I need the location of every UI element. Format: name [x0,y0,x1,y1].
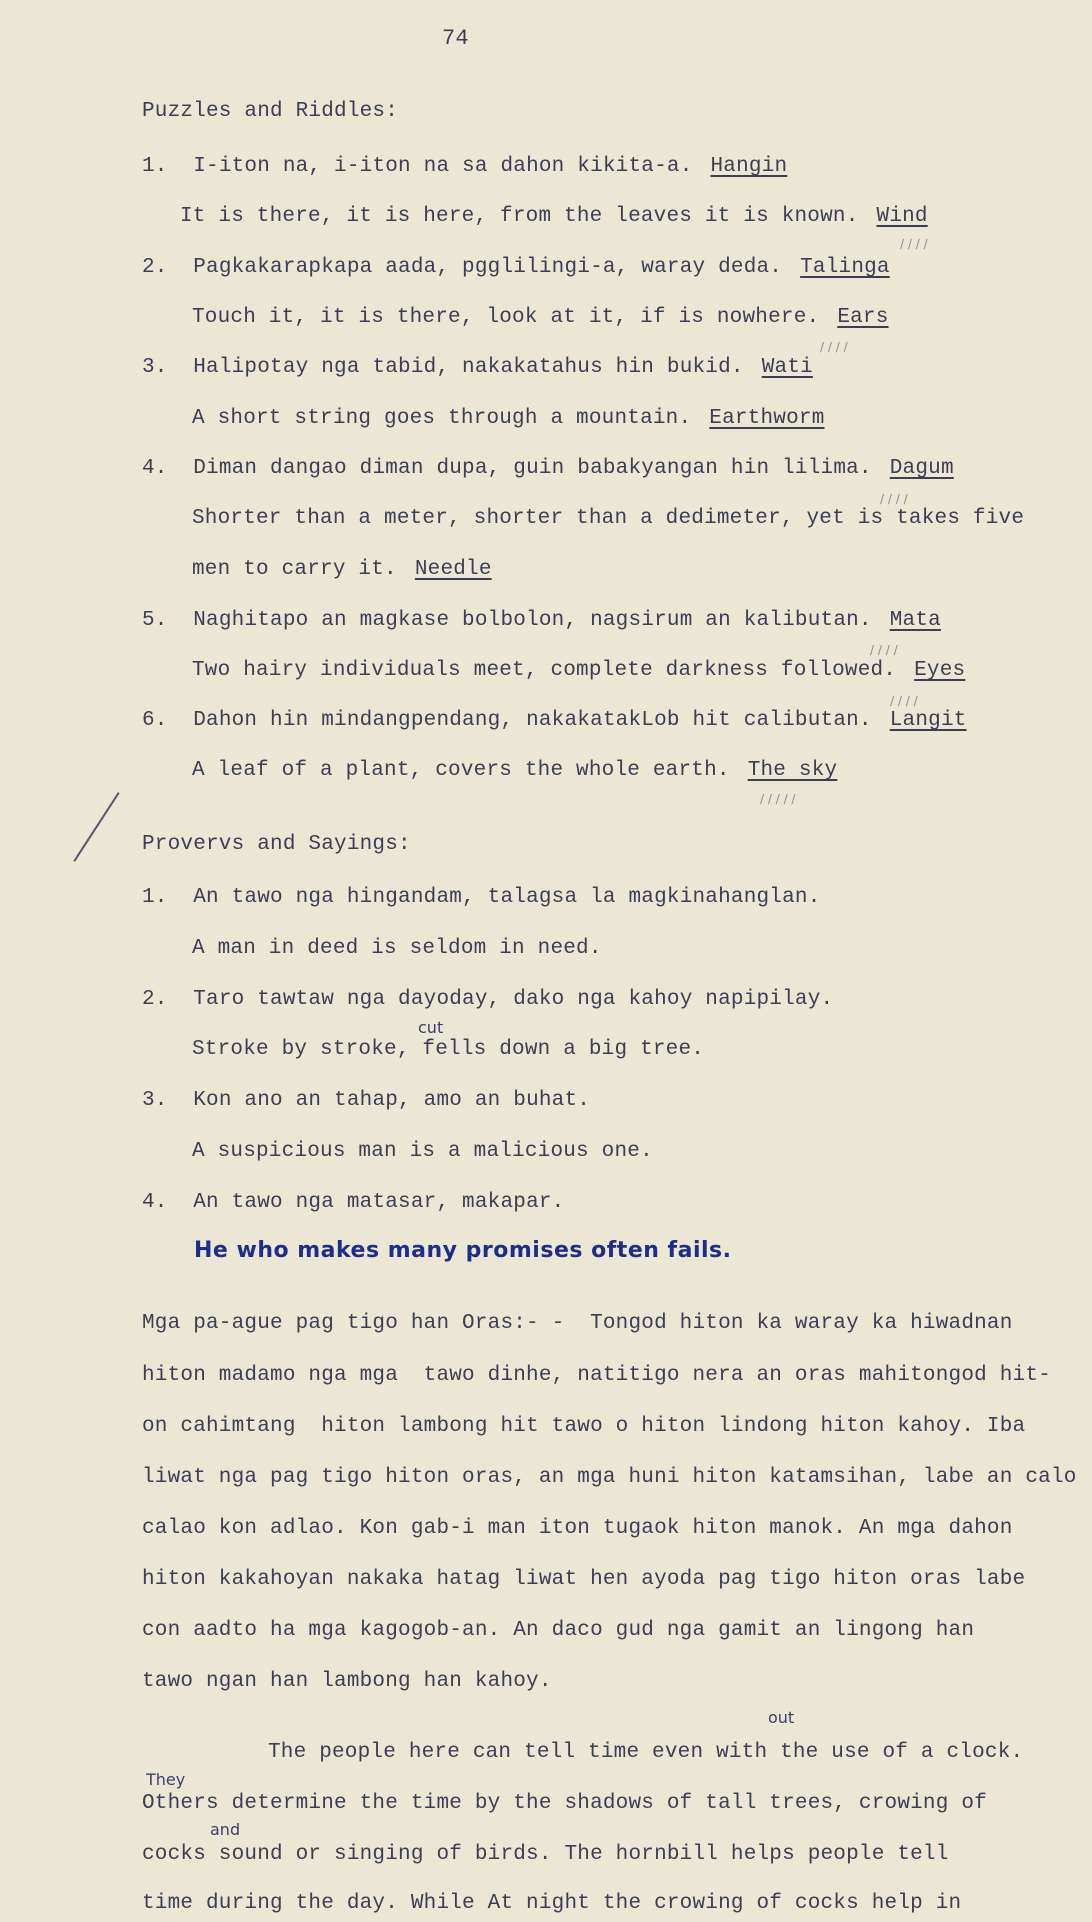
riddle-4 [142,457,954,480]
english-paragraph-line: Others determine the time by the shadows of tall trees, crowing of [142,1792,987,1815]
riddle-2-translation [192,306,889,329]
riddle-4-translation-cont [192,558,492,581]
english-paragraph-line: The people here can tell time even with the use of a clock. [268,1741,1024,1764]
riddle-3 [142,356,813,379]
handwritten-insertion: and [210,1820,241,1839]
riddle-6 [142,709,967,732]
riddle-text: Diman dangao diman dupa, guin babakyangan hin lilima. [193,457,872,480]
english-paragraph-line: time during the day. While At night the crowing of cocks help in [142,1892,962,1915]
translation-answer: Ears [837,306,889,329]
proverb-1-translation: A man in deed is seldom in need. [192,937,602,960]
pencil-tick-marks: / / / / [890,694,918,708]
translation-text: A short string goes through a mountain. [192,407,692,430]
riddle-3-translation [192,407,825,430]
proverb-3-translation: A suspicious man is a malicious one. [192,1140,653,1163]
translation-answer: Eyes [914,659,966,682]
riddle-answer: Wati [761,356,813,379]
handwritten-correction: cut [418,1018,444,1037]
proverb-number: 1. [142,886,168,909]
waray-paragraph-line: hiton madamo nga mga tawo dinhe, natitigo nera an oras mahitongod hit- [142,1364,1051,1387]
proverb-4-handwritten-translation: He who makes many promises often fails. [194,1238,732,1263]
riddle-text: Dahon hin mindangpendang, nakakatakLob hit calibutan. [193,709,872,732]
riddle-2 [142,256,890,279]
margin-pencil-stroke [73,792,123,864]
riddle-answer: Dagum [889,457,954,480]
proverb-2 [142,988,833,1011]
translation-text: It is there, it is here, from the leaves it is known. [180,205,859,228]
riddle-1 [142,155,787,178]
proverb-text: Taro tawtaw nga dayoday, dako nga kahoy napipilay. [193,988,834,1011]
waray-paragraph-line: liwat nga pag tigo hiton oras, an mga huni hiton katamsihan, labe an calo [142,1466,1077,1489]
pencil-tick-marks: / / / / [880,492,908,506]
pencil-tick-marks: / / / / [820,340,848,354]
riddle-answer: Talinga [800,256,890,279]
pencil-tick-marks: / / / / [900,237,928,251]
translation-answer: Wind [876,205,928,228]
riddle-text: Halipotay nga tabid, nakakatahus hin bukid. [193,356,744,379]
waray-paragraph-line: hiton kakahoyan nakaka hatag liwat hen ayoda pag tigo hiton oras labe [142,1568,1026,1591]
riddle-number: 4. [142,457,168,480]
riddle-number: 2. [142,256,168,279]
riddle-answer: Mata [889,609,941,632]
translation-text: men to carry it. [192,558,397,581]
riddle-5 [142,609,941,632]
proverb-3 [142,1089,590,1112]
proverb-number: 4. [142,1191,168,1214]
proverb-number: 2. [142,988,168,1011]
proverb-4 [142,1191,564,1214]
pencil-tick-marks: / / / / [870,643,898,657]
riddle-answer: Langit [889,709,967,732]
translation-answer: The sky [747,759,838,782]
riddle-1-translation [180,205,928,228]
proverb-text: Kon ano an tahap, amo an buhat. [193,1089,591,1112]
handwritten-insertion: They [146,1770,186,1789]
riddle-number: 1. [142,155,168,178]
waray-paragraph-line: con aadto ha mga kagogob-an. An daco gud nga gamit an lingong han [142,1619,975,1642]
translation-text: A leaf of a plant, covers the whole earth. [192,759,730,782]
proverb-number: 3. [142,1089,168,1112]
pencil-tick-marks: / / / / / [760,792,796,806]
proverbs-heading: Provervs and Sayings: [142,833,411,856]
translation-answer: Needle [414,558,492,581]
riddle-number: 3. [142,356,168,379]
waray-paragraph-line: calao kon adlao. Kon gab-i man iton tugaok hiton manok. An mga dahon [142,1517,1013,1540]
waray-paragraph-line: on cahimtang hiton lambong hit tawo o hiton lindong hiton kahoy. Iba [142,1415,1026,1438]
riddle-answer: Hangin [710,155,788,178]
proverb-text: An tawo nga matasar, makapar. [193,1191,565,1214]
riddle-5-translation [192,659,965,682]
translation-text: Two hairy individuals meet, complete darkness followed. [192,659,897,682]
english-paragraph-line: cocks sound or singing of birds. The hornbill helps people tell [142,1843,949,1866]
riddle-6-translation [192,759,837,782]
proverb-1 [142,886,821,909]
riddle-text: I-iton na, i-iton na sa dahon kikita-a. [193,155,693,178]
waray-paragraph-line: tawo ngan han lambong han kahoy. [142,1670,552,1693]
riddle-number: 5. [142,609,168,632]
handwritten-insertion: out [768,1708,795,1727]
waray-paragraph-line: Mga pa-ague pag tigo han Oras:- - Tongod hiton ka waray ka hiwadnan [142,1312,1013,1335]
proverb-text: An tawo nga hingandam, talagsa la magkinahanglan. [193,886,821,909]
riddle-4-translation: Shorter than a meter, shorter than a dedimeter, yet is takes five [192,507,1025,530]
riddle-number: 6. [142,709,168,732]
riddle-text: Pagkakarapkapa aada, pgglilingi-a, waray deda. [193,256,783,279]
translation-answer: Earthworm [709,407,825,430]
proverb-2-translation: Stroke by stroke, fells down a big tree. [192,1038,705,1061]
riddles-heading: Puzzles and Riddles: [142,100,399,123]
page-number: 74 [442,26,469,51]
riddle-text: Naghitapo an magkase bolbolon, nagsirum an kalibutan. [193,609,872,632]
translation-text: Touch it, it is there, look at it, if is nowhere. [192,306,820,329]
